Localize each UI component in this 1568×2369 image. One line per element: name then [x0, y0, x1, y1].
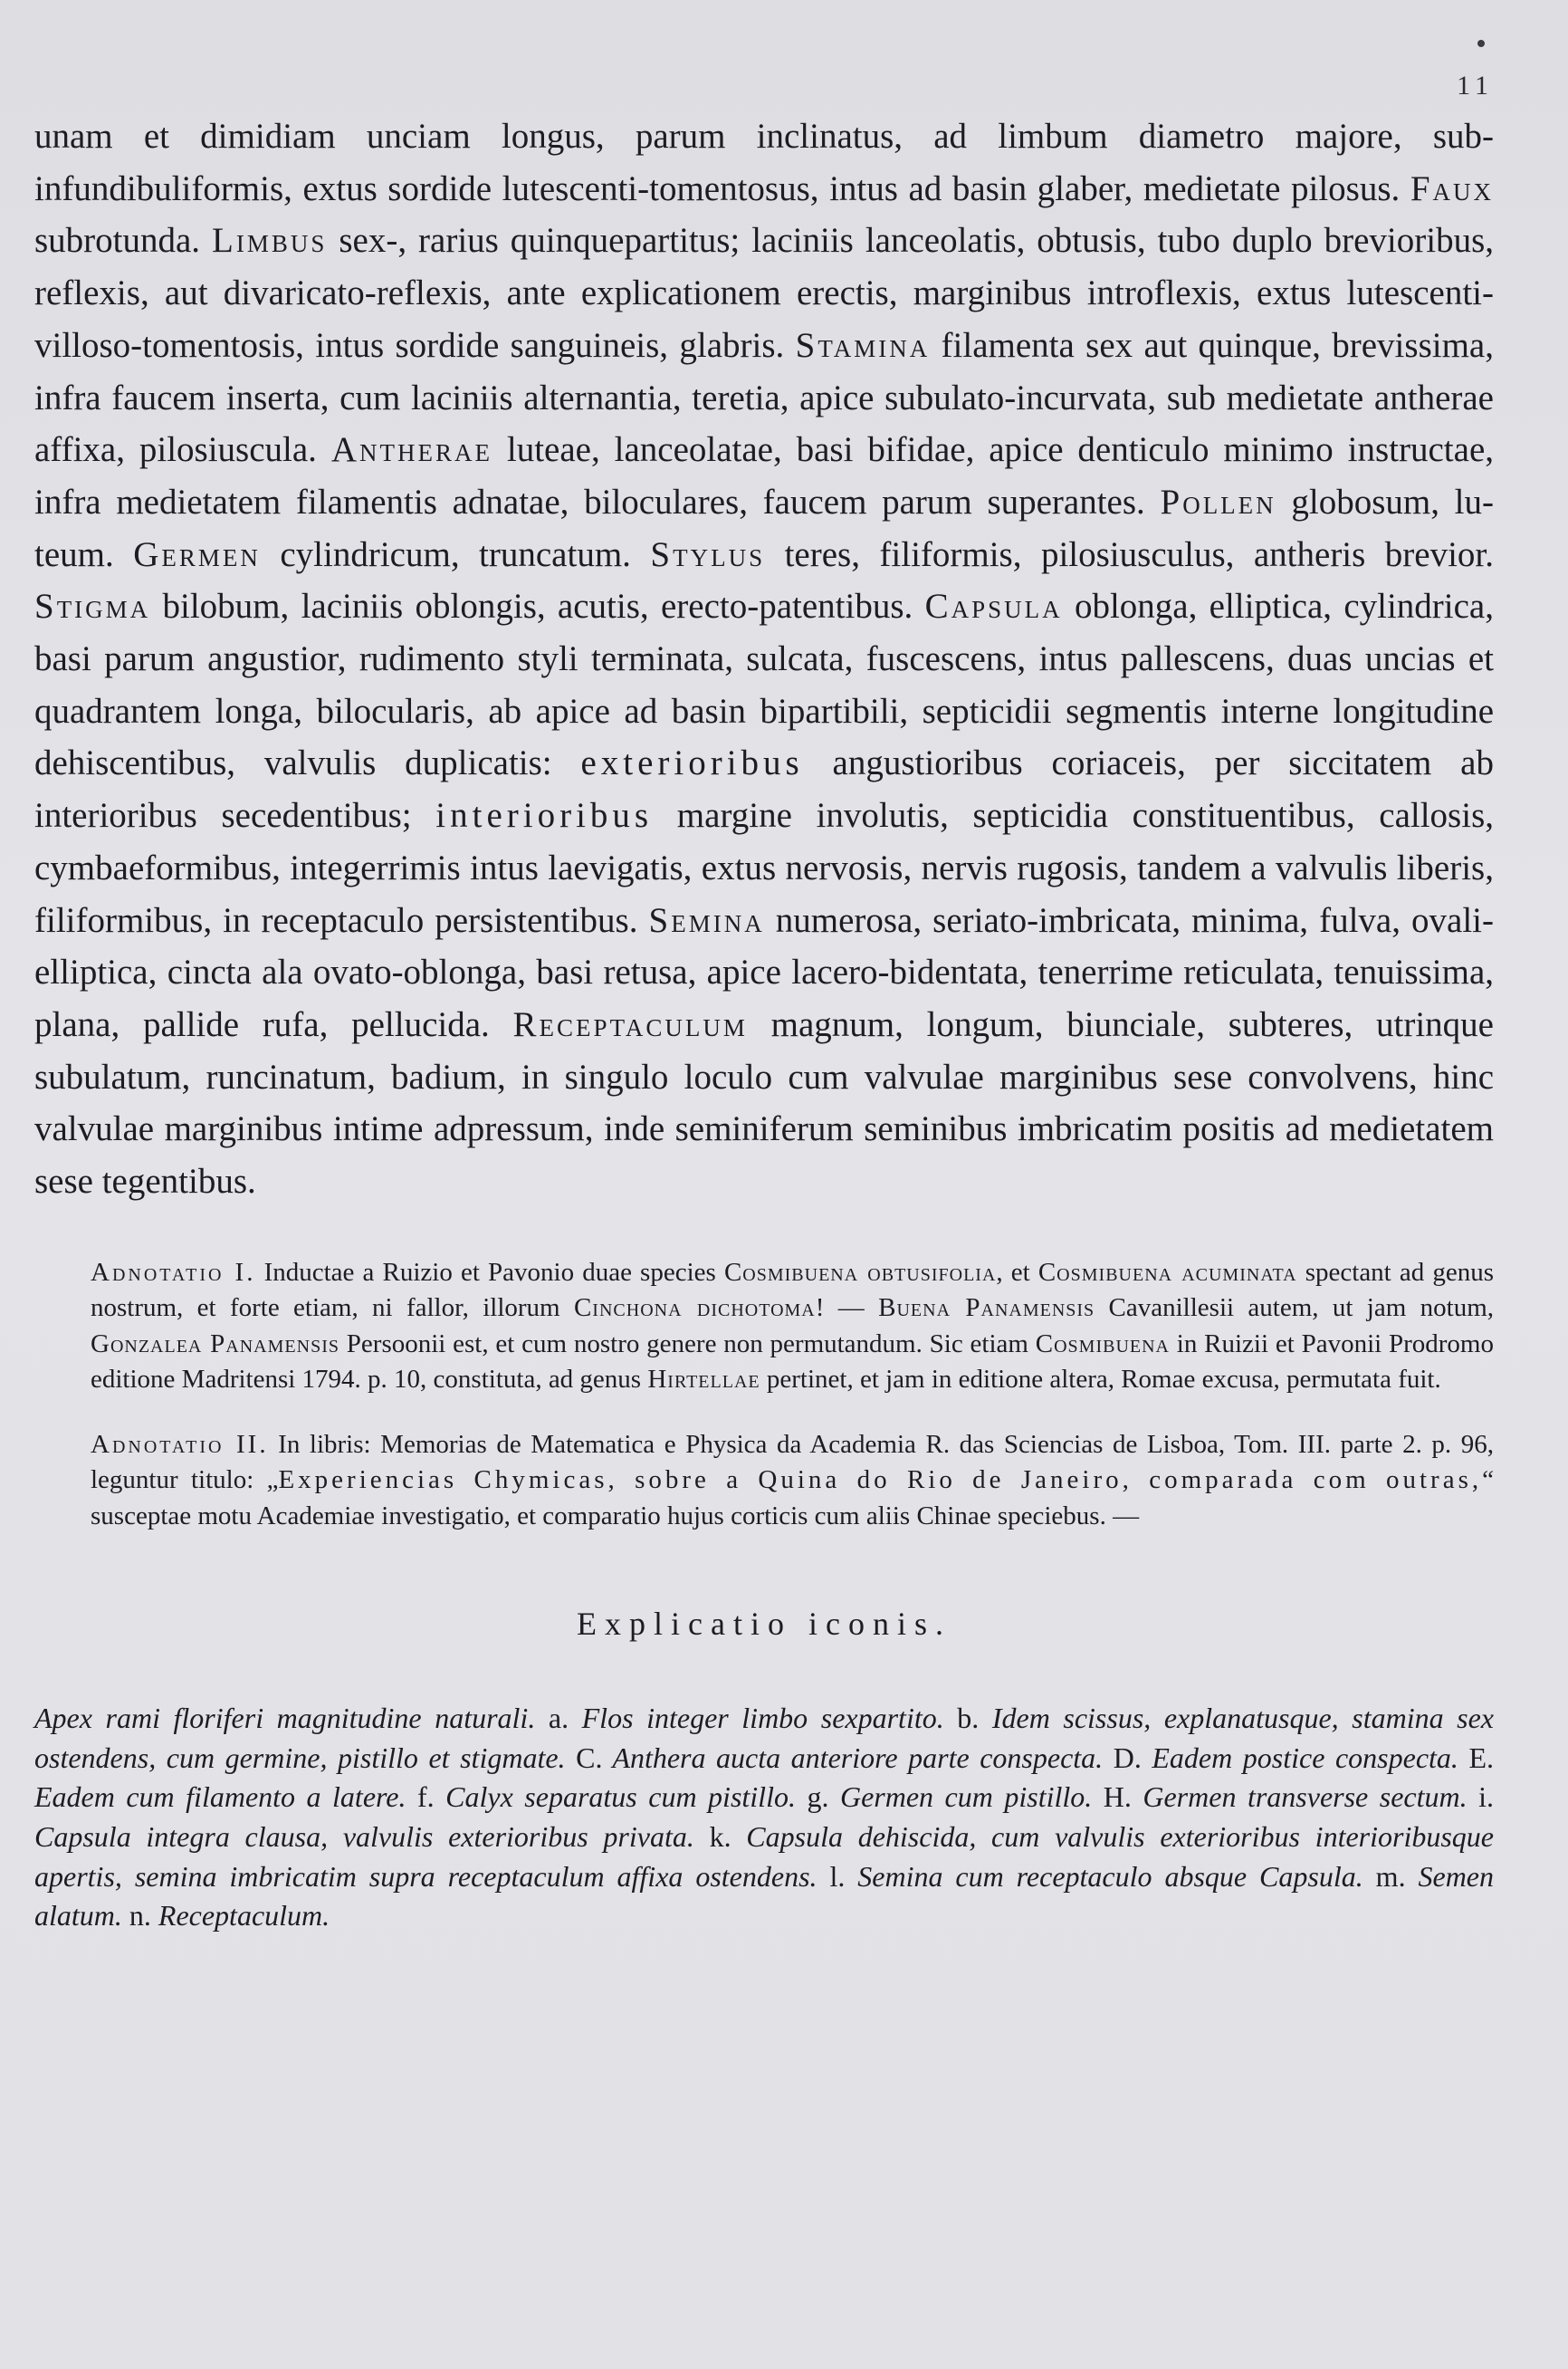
- explic-run: a.: [548, 1702, 569, 1735]
- explic-run: b.: [957, 1702, 980, 1735]
- ink-dot: [1477, 40, 1485, 47]
- main-run: teres, filiformis, pilosiusculus, antheris brevior.: [765, 534, 1495, 574]
- main-run: magnum, longum, biunciale, subteres, utrinque subulatum, runcinatum, badium, in singulo loculo cum valvulae marginibus sese convolvens, hinc valvulae marginibus intime adpressum, inde seminiferum seminibus imbricatim positis ad medietatem sese tegentibus.: [34, 1004, 1494, 1202]
- explic-run: m.: [1375, 1859, 1406, 1893]
- explic-run: Receptaculum.: [150, 1899, 330, 1933]
- explic-run: C.: [576, 1741, 603, 1774]
- explic-run: E.: [1468, 1741, 1495, 1774]
- main-run: cylindricum, truncatum.: [260, 534, 651, 574]
- description-paragraph: [34, 110, 1494, 1208]
- explic-run: Semen alatum.: [34, 1859, 1495, 1933]
- explic-run: D.: [1113, 1741, 1142, 1774]
- note1-run: spectant ad genus nostrum, et forte etiam, ni fallor, illorum: [91, 1257, 1495, 1323]
- main-run: bilobum, laciniis oblongis, acutis, erecto-patentibus.: [150, 587, 925, 627]
- main-run: angustioribus coriaceis, per siccitatem ab interioribus secedentibus;: [34, 743, 1494, 836]
- annotation-2: [34, 1427, 1494, 1535]
- note1-run: , et: [996, 1257, 1038, 1287]
- main-run: Stamina: [795, 325, 931, 365]
- main-run: Germen: [133, 534, 261, 574]
- main-run: luteae, lanceolatae, basi bifidae, apice denticulo minimo instructae, infra medietatem filamentis adnatae, biloculares, faucem parum superantes.: [34, 430, 1495, 522]
- main-run: margine involutis, septicidia constituentibus, callosis, cymbaeformibus, integerrimis intus laevigatis, extus nervosis, nervis rugosis, tandem a valvulis liberis, filiformibus, in receptaculo persistentibus.: [34, 796, 1494, 940]
- explic-run: Capsula integra clausa, valvulis exterioribus privata.: [34, 1820, 710, 1854]
- explic-run: f.: [417, 1780, 435, 1814]
- main-run: numerosa, seriato-imbricata, minima, fulva, ovali-elliptica, cincta ala ovato-oblonga, basi retusa, apice lacero-bidentata, tenerrime reticulata, tenuissima, plana, pallide rufa, pellucida.: [34, 900, 1494, 1044]
- main-run: Capsula: [924, 587, 1063, 627]
- main-run: Antherae: [330, 430, 492, 470]
- note2-run: Adnotatio II.: [91, 1429, 269, 1459]
- explic-run: Flos integer limbo sexpartito.: [569, 1702, 958, 1735]
- main-run: interioribus: [435, 796, 654, 836]
- explic-run: Eadem cum filamento a latere.: [34, 1780, 417, 1814]
- note1-run: Adnotatio I.: [91, 1257, 256, 1287]
- explic-run: H.: [1103, 1780, 1132, 1814]
- main-run: Pollen: [1160, 482, 1276, 522]
- note1-run: Cosmibuena obtusifolia: [723, 1257, 997, 1287]
- note1-run: pertinet, et jam in editione altera, Romae excusa, permutata fuit.: [760, 1365, 1441, 1395]
- main-run: exterioribus: [580, 743, 804, 783]
- note2-run: In libris: Memorias de Matematica e Physica da Academia R. das Sciencias de Lisboa, Tom. III. parte 2. p. 96, leguntur titulo: „: [91, 1429, 1495, 1495]
- main-run: Stylus: [650, 534, 766, 574]
- main-run: subrotunda.: [34, 221, 213, 261]
- main-run: sex-, rarius quinquepartitus; laciniis lanceolatis, obtusis, tubo duplo brevioribus, reflexis, aut divaricato-reflexis, ante explicationem erectis, marginibus introflexis, extus lutescenti-villoso-tomentosis, intus sordide sanguineis, glabris.: [34, 221, 1495, 365]
- note1-run: Cavanillesii autem, ut jam notum,: [1095, 1293, 1495, 1323]
- explic-run: Idem scissus, explanatusque, stamina sex ostendens, cum germine, pistillo et stigmate.: [34, 1702, 1494, 1774]
- explic-run: Calyx separatus cum pistillo.: [434, 1780, 808, 1814]
- annotation-1: [34, 1255, 1494, 1398]
- explic-run: Anthera aucta anteriore parte conspecta.: [602, 1741, 1114, 1774]
- main-run: Semina: [648, 900, 765, 940]
- explic-run: n.: [129, 1899, 151, 1933]
- note1-run: Gonzalea Panamensis: [91, 1328, 339, 1358]
- explic-run: Apex rami floriferi magnitudine naturali.: [34, 1702, 549, 1735]
- note1-run: Buena Panamensis: [878, 1293, 1095, 1323]
- main-run: unam et dimidiam unciam longus, parum inclinatus, ad limbum diametro majore, subinfundibuliformis, extus sordide lutescenti-tomentosus, intus ad basin glaber, medietate pilosus.: [34, 117, 1494, 208]
- note1-run: Inductae a Ruizio et Pavonio duae species: [255, 1257, 724, 1287]
- annotations: [34, 1255, 1494, 1535]
- explic-run: i.: [1478, 1780, 1495, 1814]
- explic-run: Germen cum pistillo.: [828, 1780, 1104, 1814]
- explic-run: l.: [829, 1859, 846, 1893]
- main-run: oblonga, elliptica, cylindrica, basi parum angustior, rudimento styli terminata, sulcata, fuscescens, intus pallescens, duas uncias et quadrantem longa, bilocularis, ab apice ad basin bipartibili, septicidii segmentis interne longitudine dehiscentibus, valvulis duplicatis:: [34, 587, 1494, 783]
- main-run: Stigma: [34, 587, 151, 627]
- page-number: 11: [1457, 71, 1494, 101]
- main-run: Limbus: [212, 221, 328, 261]
- note1-run: Persoonii est, et cum nostro genere non permutandum. Sic etiam: [339, 1328, 1036, 1358]
- explic-run: g.: [807, 1780, 829, 1814]
- note1-run: ! —: [815, 1293, 879, 1323]
- main-run: Faux: [1410, 168, 1494, 208]
- note1-run: Hirtellae: [647, 1365, 760, 1395]
- main-run: Receptaculum: [512, 1004, 748, 1044]
- explic-run: Semina cum receptaculo absque Capsula.: [845, 1859, 1376, 1893]
- section-heading: Explicatio iconis.: [577, 1606, 951, 1643]
- main-run: globosum, luteum.: [34, 482, 1494, 574]
- note2-run: “ susceptae motu Academiae investigatio, et comparatio hujus corticis cum aliis Chinae speciebus. —: [91, 1465, 1494, 1530]
- figure-explanation: [34, 1699, 1494, 1936]
- note1-run: Cosmibuena acuminata: [1037, 1257, 1297, 1287]
- explic-run: k.: [709, 1820, 731, 1854]
- explic-run: Germen transverse sectum.: [1131, 1780, 1479, 1814]
- note1-run: Cinchona dichotoma: [573, 1293, 816, 1323]
- explic-run: Capsula dehiscida, cum valvulis exterioribus interioribusque apertis, semina imbricatim supra receptaculum affixa ostendens.: [34, 1820, 1495, 1893]
- note1-run: in Ruizii et Pavonii Prodromo editione Madritensi 1794. p. 10, constituta, ad genus: [91, 1328, 1494, 1395]
- main-run: filamenta sex aut quinque, brevissima, infra faucem inserta, cum laciniis alternantia, teretia, apice subulato-incurvata, sub medietate antherae affixa, pilosiuscula.: [34, 325, 1494, 470]
- note1-run: Cosmibuena: [1035, 1328, 1170, 1358]
- note2-run: Experiencias Chymicas, sobre a Quina do Rio de Janeiro, comparada com outras,: [278, 1465, 1483, 1495]
- explic-run: Eadem postice conspecta.: [1141, 1741, 1469, 1774]
